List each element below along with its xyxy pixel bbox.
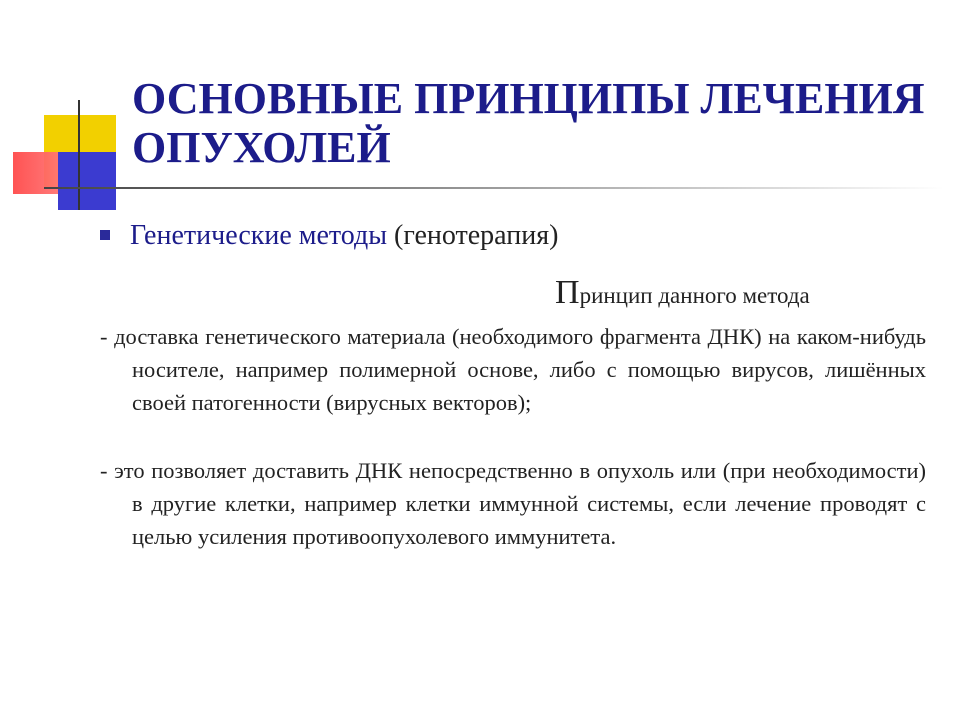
decor-blue-square <box>58 152 116 210</box>
subheading-rest: ринцип данного метода <box>579 283 810 308</box>
bullet-main-text: Генетические методы <box>130 220 388 251</box>
method-subheading <box>555 274 810 312</box>
slide-title: ОСНОВНЫЕ ПРИНЦИПЫ ЛЕЧЕНИЯ ОПУХОЛЕЙ <box>132 74 925 172</box>
bullet-suffix-text: (генотерапия) <box>387 220 559 251</box>
bullet-item <box>100 220 558 252</box>
title-underline <box>44 187 944 189</box>
decor-vertical-line <box>78 100 80 210</box>
bullet-text <box>130 220 558 252</box>
paragraph-delivery: - доставка генетического материала (необходимого фрагмента ДНК) на каком-нибудь носителе, например полимерной основе, либо с помощью вирусов, лишённых своей патогенности (вирусных векторов); <box>100 324 926 415</box>
subheading-initial: П <box>555 274 580 311</box>
square-bullet-icon <box>100 230 110 240</box>
paragraph-effect: - это позволяет доставить ДНК непосредственно в опухоль или (при необходимости) в другие клетки, например клетки иммунной системы, если лечение проводят с целью усиления противоопухолевого иммунитета. <box>100 458 926 549</box>
